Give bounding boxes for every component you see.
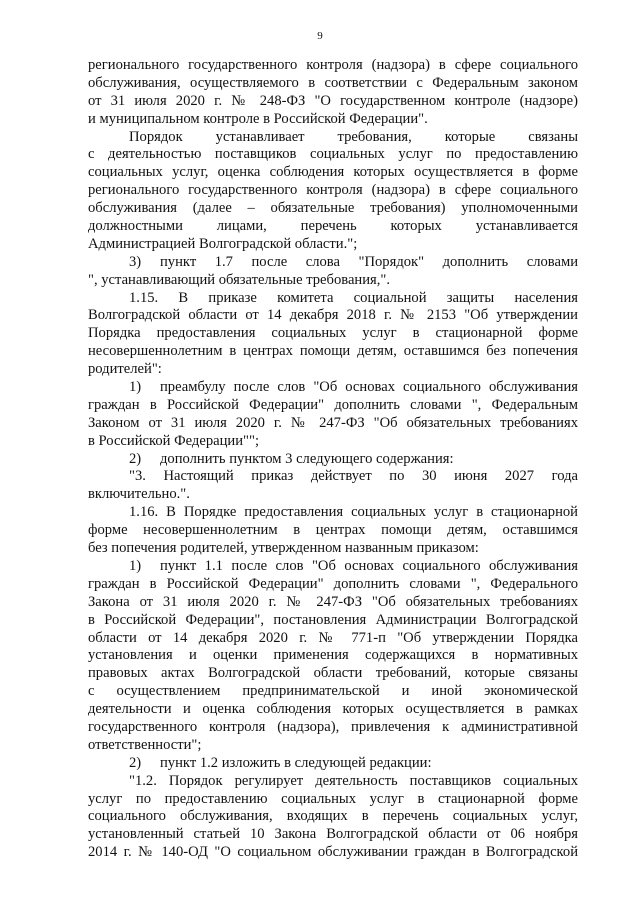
text-line <box>88 379 578 397</box>
list-item-text: пункт 1.7 после слова "Порядок" дополнить словами <box>160 253 578 270</box>
text-line: граждан в Российской Федерации" дополнить словами ", Федеральным <box>88 396 578 413</box>
list-marker: 1) <box>129 557 142 574</box>
text-line: правовых актах Волгоградской области требований, которые связаны <box>88 665 578 682</box>
text-line: обслуживания, осуществляемого в соответствии с Федеральным законом <box>88 74 578 91</box>
text-line: "3. Настоящий приказ действует по 30 июня 2027 года <box>129 468 578 485</box>
list-marker: 2) <box>129 754 142 771</box>
text-line: граждан в Российской Федерации" дополнить словами ", Федерального <box>88 575 578 592</box>
text-line: в Российской Федерации""; <box>88 432 259 449</box>
list-marker: 2) <box>129 450 142 467</box>
text-line: включительно.". <box>88 486 190 503</box>
text-line: родителей": <box>88 361 162 378</box>
list-item-text: дополнить пунктом 3 следующего содержания: <box>160 450 454 467</box>
list-marker: 3) <box>129 253 142 270</box>
text-line: Администрацией Волгоградской области."; <box>88 235 358 252</box>
text-line: несовершеннолетним в центрах помощи детям, оставшимся без попечения <box>88 343 578 360</box>
text-line: 2014 г. № 140-ОД "О социальном обслуживании граждан в Волгоградской <box>88 844 578 861</box>
text-line: Порядка предоставления социальных услуг в стационарной форме <box>88 325 578 342</box>
text-line: деятельности и оценка соблюдения которых осуществляется в рамках <box>88 701 578 718</box>
list-marker: 1) <box>129 379 142 396</box>
text-line: форме несовершеннолетним в центрах помощи детям, оставшимся <box>88 522 578 539</box>
text-line: в Российской Федерации", постановления Администрации Волгоградской <box>88 611 578 628</box>
list-item-text: преамбулу после слов "Об основах социального обслуживания <box>160 379 578 396</box>
text-line <box>88 451 578 469</box>
text-line: и муниципальном контроле в Российской Федерации". <box>88 110 428 127</box>
text-line: установления и оценки применения содержащихся в нормативных <box>88 647 578 664</box>
text-line: "1.2. Порядок регулирует деятельность поставщиков социальных <box>129 772 578 789</box>
text-line: 1.16. В Порядке предоставления социальных услуг в стационарной <box>129 504 578 521</box>
text-line: регионального государственного контроля (надзора) в сфере социального <box>88 57 578 73</box>
text-line: должностными лицами, перечень которых устанавливается <box>88 218 578 235</box>
text-line: регионального государственного контроля (надзора) в сфере социального <box>88 182 578 199</box>
document-text <box>88 57 578 862</box>
text-line: социального обслуживания, входящих в перечень социальных услуг, <box>88 808 578 825</box>
text-line <box>88 558 578 576</box>
text-line: области от 14 декабря 2020 г. № 771-п "Об утверждении Порядка <box>88 629 578 646</box>
text-line: установленный статьей 10 Закона Волгоградской области от 06 ноября <box>88 826 578 843</box>
text-line: Порядок устанавливает требования, которые связаны <box>129 128 578 145</box>
text-line: с осуществлением предпринимательской и иной экономической <box>88 683 578 700</box>
text-line: 1.15. В приказе комитета социальной защиты населения <box>129 289 578 306</box>
text-line: ", устанавливающий обязательные требования,". <box>88 271 391 288</box>
text-line: ответственности"; <box>88 736 202 753</box>
text-line: Закона от 31 июля 2020 г. № 247-ФЗ "Об обязательных требованиях <box>88 593 578 610</box>
list-item-text: пункт 1.1 после слов "Об основах социального обслуживания <box>160 557 578 574</box>
text-line: от 31 июля 2020 г. № 248-ФЗ "О государственном контроле (надзоре) <box>88 92 578 109</box>
text-line: с деятельностью поставщиков социальных услуг по предоставлению <box>88 146 578 163</box>
text-line: Волгоградской области от 14 декабря 2018 г. № 2153 "Об утверждении <box>88 307 578 324</box>
text-line <box>88 254 578 272</box>
text-line: услуг по предоставлению социальных услуг в стационарной форме <box>88 790 578 807</box>
text-line: социальных услуг, оценка соблюдения которых осуществляется в форме <box>88 164 578 181</box>
text-line: Законом от 31 июля 2020 г. № 247-ФЗ "Об обязательных требованиях <box>88 414 578 431</box>
text-line: без попечения родителей, утвержденном названным приказом: <box>88 540 479 557</box>
text-line <box>88 755 578 773</box>
text-line: обслуживания (далее – обязательные требования) уполномоченными <box>88 200 578 217</box>
list-item-text: пункт 1.2 изложить в следующей редакции: <box>160 754 432 771</box>
text-line: государственного контроля (надзора), привлечения к административной <box>88 718 578 735</box>
page-number: 9 <box>317 30 323 42</box>
